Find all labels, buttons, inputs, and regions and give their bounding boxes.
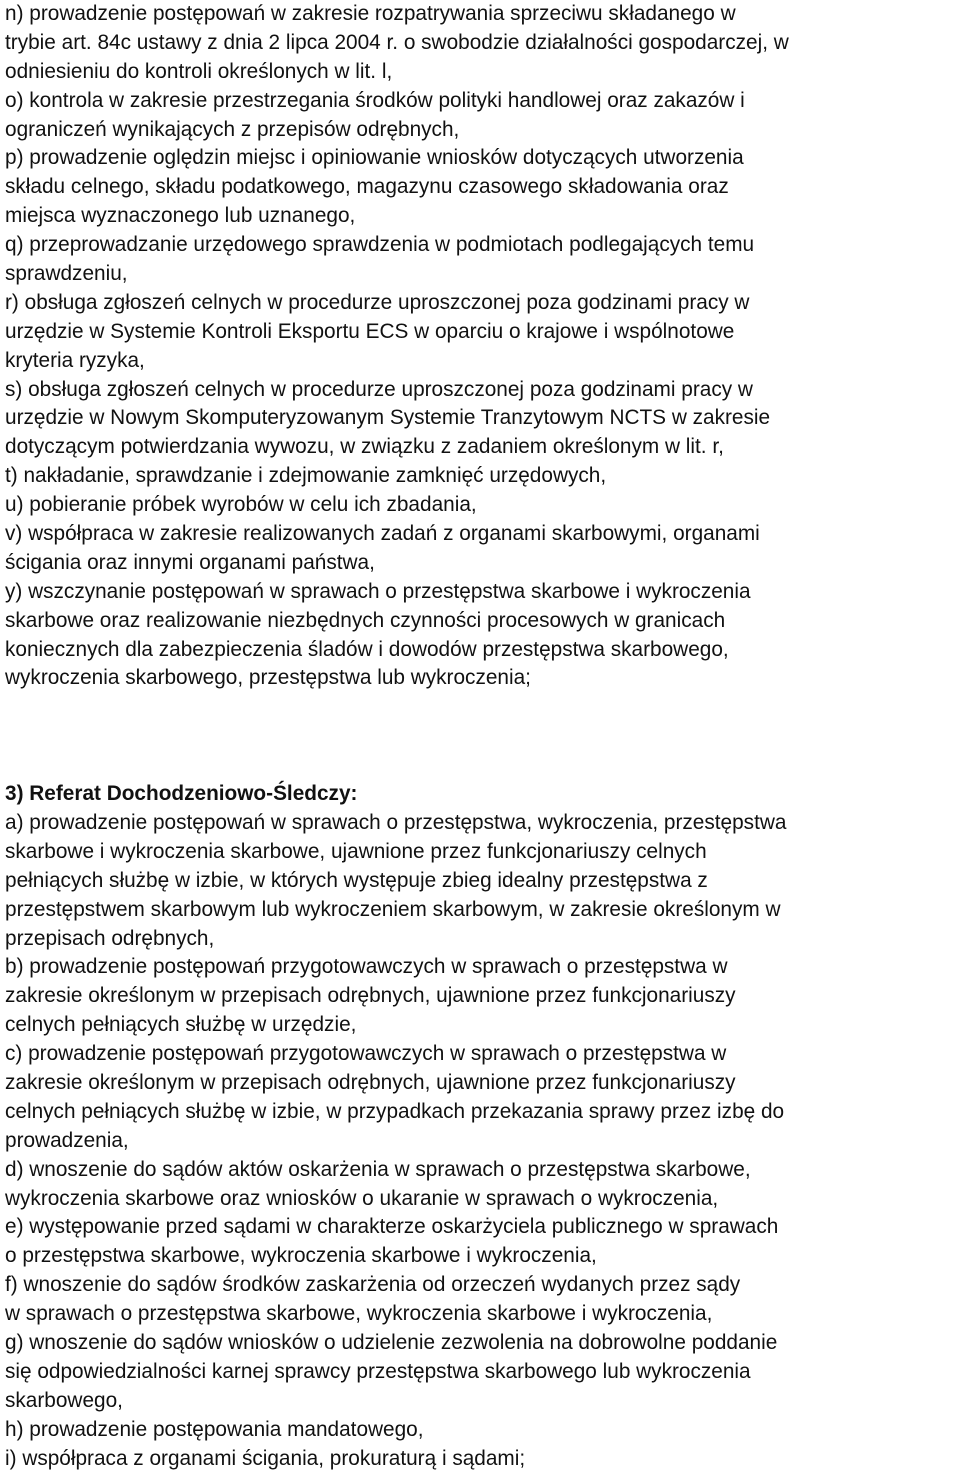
text-line: zakresie określonym w przepisach odrębnych, ujawnione przez funkcjonariuszy: [5, 984, 736, 1008]
text-line: celnych pełniących służbę w izbie, w przypadkach przekazania sprawy przez izbę do: [5, 1099, 785, 1123]
text-line: celnych pełniących służbę w urzędzie,: [5, 1013, 357, 1037]
text-line: skarbowe oraz realizowanie niezbędnych czynności procesowych w granicach: [5, 608, 726, 632]
text-line: f) wnoszenie do sądów środków zaskarżenia od orzeczeń wydanych przez sądy: [5, 1273, 741, 1297]
text-line: e) występowanie przed sądami w charakterze oskarżyciela publicznego w sprawach: [5, 1215, 779, 1239]
text-line: odniesieniu do kontroli określonych w lit. l,: [5, 59, 393, 83]
text-line: p) prowadzenie oględzin miejsc i opiniowanie wniosków dotyczących utworzenia: [5, 146, 744, 170]
text-line: o przestępstwa skarbowe, wykroczenia skarbowe i wykroczenia,: [5, 1244, 597, 1268]
text-line: ograniczeń wynikających z przepisów odrębnych,: [5, 117, 460, 141]
text-line: a) prowadzenie postępowań w sprawach o przestępstwa, wykroczenia, przestępstwa: [5, 810, 787, 834]
section-upper: [5, 0, 958, 693]
text-line: o) kontrola w zakresie przestrzegania środków polityki handlowej oraz zakazów i: [5, 88, 745, 112]
section-spacer: [5, 693, 958, 780]
text-line: urzędzie w Nowym Skomputeryzowanym Systemie Tranzytowym NCTS w zakresie: [5, 406, 771, 430]
text-line: miejsca wyznaczonego lub uznanego,: [5, 204, 356, 228]
text-line: t) nakładanie, sprawdzanie i zdejmowanie zamknięć urzędowych,: [5, 464, 607, 488]
text-line: v) współpraca w zakresie realizowanych zadań z organami skarbowymi, organami: [5, 522, 760, 546]
text-line: urzędzie w Systemie Kontroli Eksportu ECS w oparciu o krajowe i wspólnotowe: [5, 319, 735, 343]
text-line: b) prowadzenie postępowań przygotowawczych w sprawach o przestępstwa w: [5, 955, 728, 979]
text-line: skarbowego,: [5, 1388, 123, 1412]
text-line: się odpowiedzialności karnej sprawcy przestępstwa skarbowego lub wykroczenia: [5, 1359, 751, 1383]
text-line: n) prowadzenie postępowań w zakresie rozpatrywania sprzeciwu składanego w: [5, 2, 736, 25]
text-line: pełniących służbę w izbie, w których występuje zbieg idealny przestępstwa z: [5, 868, 708, 892]
text-line: ścigania oraz innymi organami państwa,: [5, 550, 375, 574]
text-line: dotyczącym potwierdzania wywozu, w związku z zadaniem określonym w lit. r,: [5, 435, 724, 459]
text-line: trybie art. 84c ustawy z dnia 2 lipca 2004 r. o swobodzie działalności gospodarczej, w: [5, 30, 789, 54]
text-line: s) obsługa zgłoszeń celnych w procedurze uproszczonej poza godzinami pracy w: [5, 377, 753, 401]
text-line: sprawdzeniu,: [5, 262, 128, 286]
text-line: koniecznych dla zabezpieczenia śladów i dowodów przestępstwa skarbowego,: [5, 637, 729, 661]
text-line: i) współpraca z organami ścigania, prokuraturą i sądami;: [5, 1446, 526, 1470]
section-heading: 3) Referat Dochodzeniowo-Śledczy:: [5, 782, 358, 806]
text-line: r) obsługa zgłoszeń celnych w procedurze uproszczonej poza godzinami pracy w: [5, 290, 750, 314]
text-line: w sprawach o przestępstwa skarbowe, wykroczenia skarbowe i wykroczenia,: [5, 1302, 713, 1326]
text-line: prowadzenia,: [5, 1128, 129, 1152]
text-line: kryteria ryzyka,: [5, 348, 145, 372]
text-line: zakresie określonym w przepisach odrębnych, ujawnione przez funkcjonariuszy: [5, 1070, 736, 1094]
section-referat-dochodzeniowo-sledczy: [5, 780, 958, 1473]
text-line: d) wnoszenie do sądów aktów oskarżenia w sprawach o przestępstwa skarbowe,: [5, 1157, 751, 1181]
text-line: przepisach odrębnych,: [5, 926, 215, 950]
text-line: c) prowadzenie postępowań przygotowawczych w sprawach o przestępstwa w: [5, 1042, 727, 1066]
text-line: składu celnego, składu podatkowego, magazynu czasowego składowania oraz: [5, 175, 729, 199]
text-line: przestępstwem skarbowym lub wykroczeniem skarbowym, w zakresie określonym w: [5, 897, 781, 921]
text-line: wykroczenia skarbowe oraz wniosków o ukaranie w sprawach o wykroczenia,: [5, 1186, 719, 1210]
text-line: h) prowadzenie postępowania mandatowego,: [5, 1417, 424, 1441]
text-line: g) wnoszenie do sądów wniosków o udzielenie zezwolenia na dobrowolne poddanie: [5, 1330, 778, 1354]
text-line: skarbowe i wykroczenia skarbowe, ujawnione przez funkcjonariuszy celnych: [5, 839, 707, 863]
text-line: y) wszczynanie postępowań w sprawach o przestępstwa skarbowe i wykroczenia: [5, 579, 751, 603]
text-line: u) pobieranie próbek wyrobów w celu ich zbadania,: [5, 493, 477, 517]
text-line: wykroczenia skarbowego, przestępstwa lub wykroczenia;: [5, 666, 531, 690]
text-line: q) przeprowadzanie urzędowego sprawdzenia w podmiotach podlegających temu: [5, 233, 755, 257]
